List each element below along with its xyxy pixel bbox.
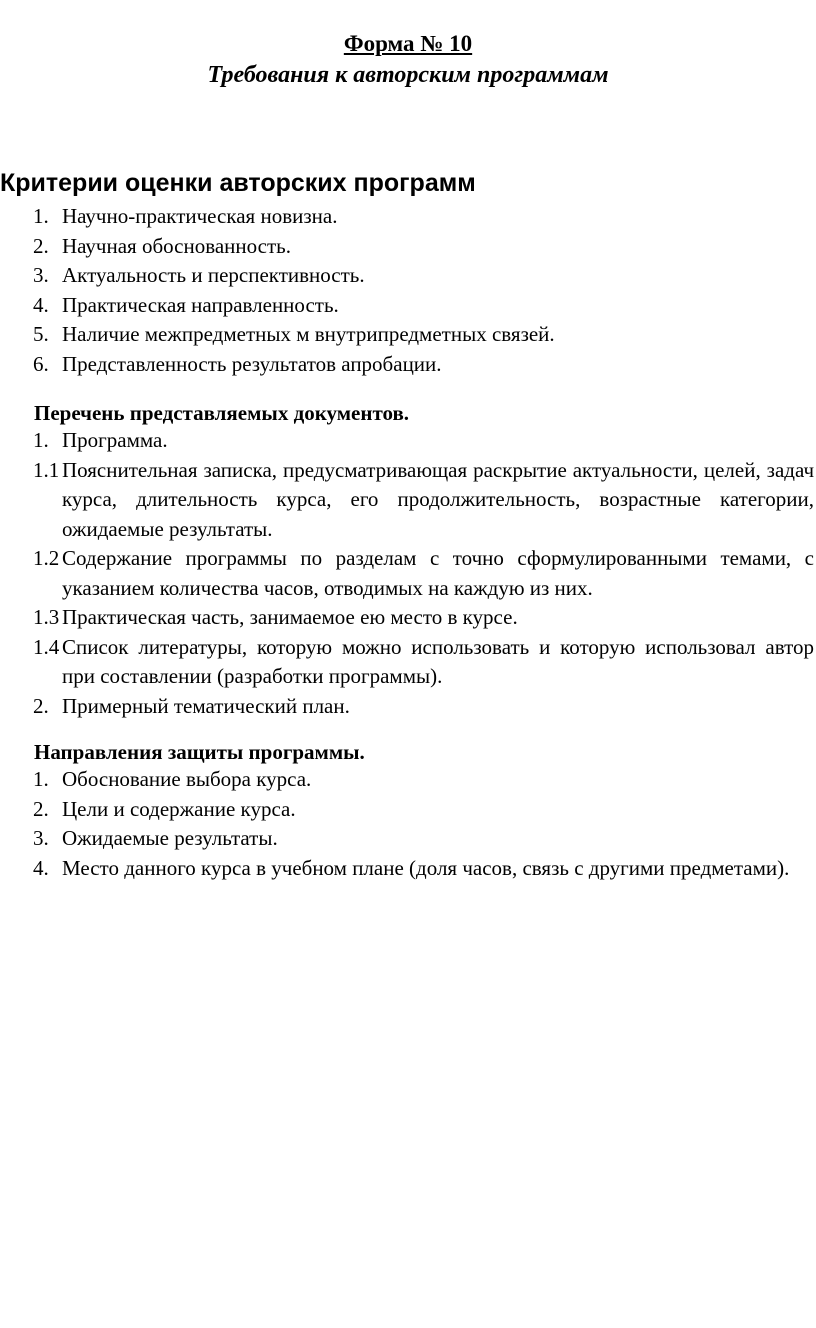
documents-heading: Перечень представляемых документов.	[34, 401, 410, 425]
list-item	[0, 544, 816, 603]
defense-list	[0, 765, 816, 883]
item-number: 1.	[33, 204, 49, 228]
list-item	[0, 232, 816, 262]
item-number: 1.	[33, 428, 49, 452]
document-subtitle: Требования к авторским программам	[207, 62, 609, 88]
item-number: 2.	[33, 796, 49, 821]
item-text: Практическая направленность.	[62, 292, 339, 317]
item-text: Ожидаемые результаты.	[62, 826, 278, 850]
form-number-text: Форма № 10	[343, 31, 473, 56]
item-number: 3.	[33, 263, 49, 287]
item-text: Научная обоснованность.	[62, 233, 292, 258]
item-text: Программа.	[62, 428, 168, 452]
documents-list	[0, 426, 816, 721]
item-number: 1.1	[33, 457, 60, 482]
criteria-list	[0, 202, 816, 379]
list-item	[0, 261, 816, 291]
item-number: 5.	[33, 322, 49, 346]
defense-heading: Направления защиты программы.	[34, 740, 365, 764]
form-number-title	[0, 29, 816, 59]
list-item	[0, 202, 816, 232]
list-item	[0, 692, 816, 722]
item-text: Обоснование выбора курса.	[62, 767, 312, 791]
item-number: 4.	[33, 292, 49, 317]
item-number: 2.	[33, 693, 49, 718]
list-item	[0, 603, 816, 633]
item-number: 1.4	[33, 634, 60, 659]
item-number: 2.	[33, 233, 49, 258]
list-item	[0, 320, 816, 350]
item-text: Примерный тематический план.	[62, 693, 350, 718]
list-item	[0, 765, 816, 795]
item-text: Практическая часть, занимаемое ею место в курсе.	[62, 605, 518, 629]
list-item	[0, 854, 816, 884]
item-text: Представленность результатов апробации.	[62, 351, 442, 376]
item-text: Цели и содержание курса.	[62, 796, 296, 821]
list-item	[0, 795, 816, 825]
item-number: 6.	[33, 351, 49, 376]
item-text: Научно-практическая новизна.	[62, 204, 338, 228]
list-item	[0, 426, 816, 456]
item-number: 4.	[33, 855, 49, 880]
list-item	[0, 291, 816, 321]
item-text: Актуальность и перспективность.	[62, 263, 365, 287]
item-number: 1.3	[33, 605, 60, 629]
item-text: Список литературы, которую можно использовать и которую использовал автор при составлении (разработки программы).	[62, 634, 814, 688]
item-text: Наличие межпредметных м внутрипредметных связей.	[62, 322, 555, 346]
item-text: Пояснительная записка, предусматривающая раскрытие актуальности, целей, задач курса, длительность курса, его продолжительность, возрастные категории, ожидаемые результаты.	[62, 457, 814, 541]
criteria-heading: Критерии оценки авторских программ	[0, 169, 476, 197]
list-item	[0, 633, 816, 692]
list-item	[0, 350, 816, 380]
item-number: 3.	[33, 826, 49, 850]
item-number: 1.	[33, 767, 49, 791]
list-item	[0, 456, 816, 545]
list-item	[0, 824, 816, 854]
item-text: Содержание программы по разделам с точно сформулированными темами, с указанием количества часов, отводимых на каждую из них.	[62, 546, 814, 600]
item-text: Место данного курса в учебном плане (доля часов, связь с другими предметами).	[62, 855, 790, 880]
item-number: 1.2	[33, 546, 60, 570]
